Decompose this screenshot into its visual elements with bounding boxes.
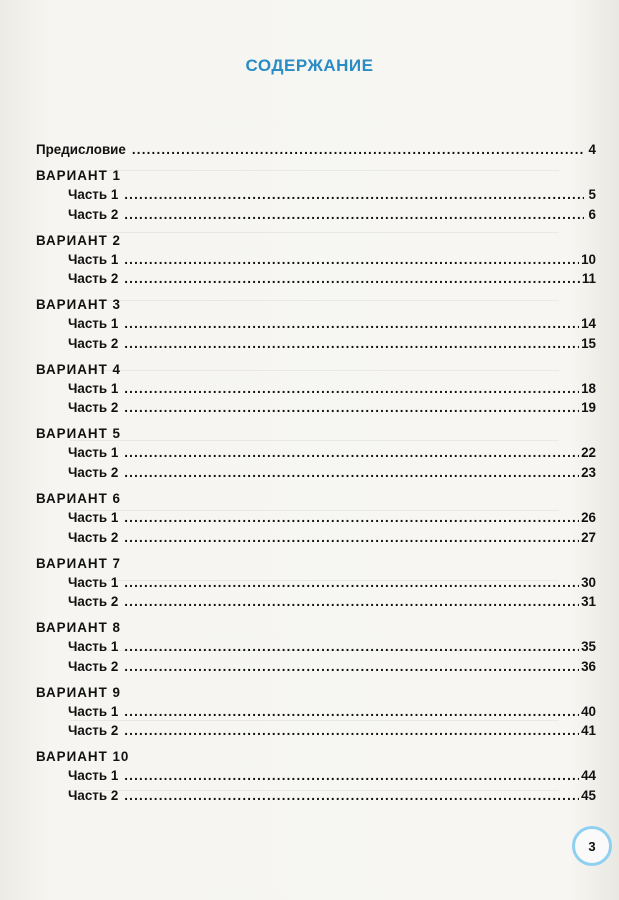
toc-entry-label: Часть 2: [68, 271, 119, 287]
toc-page-number: 44: [581, 768, 596, 784]
toc-entry-label: Часть 1: [68, 639, 119, 655]
toc-entry-part[interactable]: [36, 592, 596, 612]
toc-variant-heading[interactable]: ВАРИАНТ 4: [36, 361, 121, 377]
toc-variant-group: [36, 489, 596, 547]
toc-variant-group: [36, 683, 596, 741]
toc-page-number: 4: [588, 142, 596, 157]
toc-entry-label: Часть 1: [68, 380, 119, 396]
toc-entry-part[interactable]: [36, 269, 596, 289]
variants-list: [36, 166, 596, 805]
toc-entry-part[interactable]: [36, 443, 596, 463]
toc-entry-part[interactable]: [36, 573, 596, 593]
toc-entry-part[interactable]: [36, 463, 596, 483]
toc-entry-label: Часть 2: [68, 723, 119, 739]
dot-leader: [124, 205, 584, 225]
toc-entry-label: Часть 1: [68, 187, 119, 203]
toc-variant-heading[interactable]: ВАРИАНТ 5: [36, 426, 121, 442]
toc-entry-part[interactable]: [36, 205, 596, 225]
dot-leader: [124, 657, 579, 677]
toc-entry-label: Часть 2: [68, 529, 119, 545]
toc-page-number: 15: [581, 335, 596, 351]
dot-leader: [124, 314, 579, 334]
dot-leader: [124, 528, 579, 548]
page-number: 3: [588, 838, 596, 854]
toc-variant-group: [36, 295, 596, 353]
toc-page-number: 22: [581, 445, 596, 461]
dot-leader: [124, 573, 579, 593]
dot-leader: [124, 443, 579, 463]
toc-variant-group: [36, 424, 596, 482]
toc-variant-heading[interactable]: ВАРИАНТ 10: [36, 749, 130, 765]
toc-entry-part[interactable]: [36, 508, 596, 528]
dot-leader: [124, 250, 579, 270]
toc-variant-heading[interactable]: ВАРИАНТ 1: [36, 168, 121, 184]
dot-leader: [124, 269, 580, 289]
toc-page-number: 23: [581, 464, 596, 480]
toc-variant-heading[interactable]: ВАРИАНТ 9: [36, 684, 121, 700]
toc-page-number: 26: [581, 510, 596, 526]
toc-entry-label: Часть 2: [68, 400, 119, 416]
toc-page-number: 30: [581, 574, 596, 590]
dot-leader: [124, 786, 579, 806]
toc-entry-label: Часть 1: [68, 251, 119, 267]
toc-variant-group: [36, 554, 596, 612]
toc-variant-group: [36, 618, 596, 676]
dot-leader: [124, 508, 579, 528]
toc-entry-part[interactable]: [36, 398, 596, 418]
toc-entry-preface[interactable]: [36, 140, 596, 160]
toc-page-number: 11: [581, 271, 596, 287]
dot-leader: [124, 702, 579, 722]
toc-entry-label: Часть 2: [68, 335, 119, 351]
toc-entry-label: Часть 1: [68, 510, 119, 526]
toc-entry-label: Часть 1: [68, 316, 119, 332]
toc-entry-part[interactable]: [36, 528, 596, 548]
toc-page-number: 35: [581, 639, 596, 655]
toc-entry-part[interactable]: [36, 766, 596, 786]
toc-page-number: 31: [581, 594, 596, 610]
toc-entry-label: Часть 2: [68, 206, 119, 222]
page-number-badge: [572, 826, 612, 866]
toc-variant-group: [36, 360, 596, 418]
toc-entry-label: Часть 1: [68, 768, 119, 784]
toc-entry-label: Часть 2: [68, 464, 119, 480]
toc-variant-group: [36, 166, 596, 224]
toc-entry-label: Часть 1: [68, 445, 119, 461]
toc-entry-label: Часть 2: [68, 787, 119, 803]
toc-entry-part[interactable]: [36, 185, 596, 205]
toc-page-number: 27: [581, 529, 596, 545]
toc-entry-part[interactable]: [36, 379, 596, 399]
toc-page-number: 14: [581, 316, 596, 332]
toc-page-number: 45: [581, 787, 596, 803]
toc-page-number: 36: [581, 658, 596, 674]
toc-entry-label: Часть 2: [68, 658, 119, 674]
dot-leader: [124, 592, 579, 612]
toc-entry-part[interactable]: [36, 250, 596, 270]
toc-entry-part[interactable]: [36, 657, 596, 677]
toc-entry-part[interactable]: [36, 721, 596, 741]
toc-page-number: 40: [581, 703, 596, 719]
page-title: СОДЕРЖАНИЕ: [245, 56, 374, 75]
toc-page-number: 6: [588, 206, 596, 222]
toc-entry-label: Часть 1: [68, 574, 119, 590]
toc-entry-part[interactable]: [36, 637, 596, 657]
toc-variant-group: [36, 747, 596, 805]
toc-variant-heading[interactable]: ВАРИАНТ 6: [36, 491, 121, 507]
dot-leader: [124, 334, 579, 354]
toc-entry-label: Часть 1: [68, 703, 119, 719]
dot-leader: [132, 140, 584, 160]
dot-leader: [124, 637, 579, 657]
toc-page-number: 41: [581, 723, 596, 739]
toc-entry-part[interactable]: [36, 314, 596, 334]
toc-page-number: 10: [581, 251, 596, 267]
dot-leader: [124, 721, 579, 741]
toc-variant-group: [36, 231, 596, 289]
toc-variant-heading[interactable]: ВАРИАНТ 2: [36, 232, 121, 248]
dot-leader: [124, 379, 579, 399]
toc-page-number: 18: [581, 380, 596, 396]
toc-entry-part[interactable]: [36, 702, 596, 722]
toc-page-number: 19: [581, 400, 596, 416]
dot-leader: [124, 463, 579, 483]
table-of-contents: [36, 140, 596, 805]
toc-entry-part[interactable]: [36, 334, 596, 354]
toc-page-number: 5: [588, 187, 596, 203]
dot-leader: [124, 398, 579, 418]
toc-entry-part[interactable]: [36, 786, 596, 806]
dot-leader: [124, 766, 579, 786]
toc-entry-label: Предисловие: [36, 142, 126, 157]
toc-entry-label: Часть 2: [68, 594, 119, 610]
toc-variant-heading[interactable]: ВАРИАНТ 3: [36, 297, 121, 313]
toc-variant-heading[interactable]: ВАРИАНТ 8: [36, 620, 121, 636]
toc-variant-heading[interactable]: ВАРИАНТ 7: [36, 555, 121, 571]
dot-leader: [124, 185, 584, 205]
